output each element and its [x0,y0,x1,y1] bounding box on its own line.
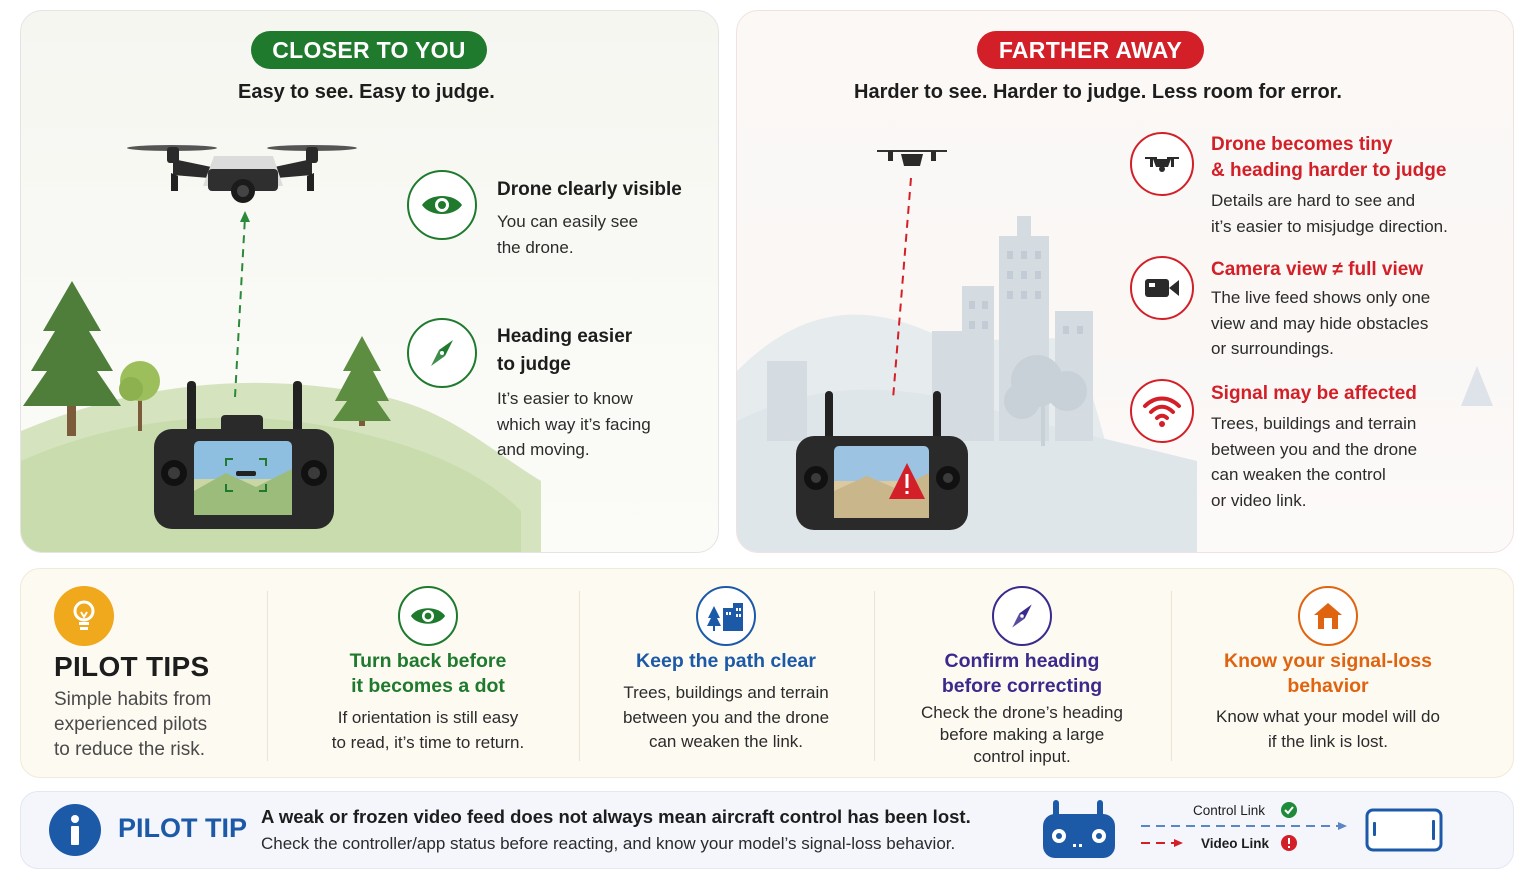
feature-camera-body: The live feed shows only one view and may hide obstacles or surroundings. [1211,288,1431,358]
closer-badge: CLOSER TO YOU [251,31,487,69]
video-link-label: Video Link [1201,836,1270,851]
control-link-label: Control Link [1193,803,1266,818]
feature-heading-title: Heading easier to judge [497,326,633,375]
pilot-tips-intro: Simple habits from experienced pilots to reduce the risk. [54,689,212,760]
feature-tiny-title: Drone becomes tiny & heading harder to judge [1211,134,1447,181]
pilot-tip-detail: Check the controller/app status before reacting, and know your model’s signal-loss behavior. [261,834,956,853]
feature-visible-body: You can easily see the drone. [497,212,639,257]
pine-tree-right [333,336,391,426]
drone-icon [1130,132,1194,196]
info-icon [49,804,101,856]
buildings-trees-icon [696,586,756,646]
farther-badge: FARTHER AWAY [977,31,1204,69]
pilot-tips-heading: PILOT TIPS [54,651,210,682]
tip-keep-path-clear: Keep the path clear Trees, buildings and terrain between you and the drone can weaken the link. [581,569,871,779]
farther-panel [736,10,1514,553]
lightbulb-icon [54,586,114,646]
phone-screen-icon [1365,808,1445,852]
feature-signal-body: Trees, buildings and terrain between you and the drone can weaken the control or video link. [1211,414,1418,510]
video-camera-icon [1130,256,1194,320]
farther-subtitle: Harder to see. Harder to judge. Less room for error. [854,81,1342,103]
feature-visible-title: Drone clearly visible [497,179,682,200]
tip-turn-back: Turn back before it becomes a dot If orientation is still easy to read, it’s time to return. [275,569,581,779]
wifi-warning-icon [1130,379,1194,443]
eye-icon [407,170,477,240]
controller-icon [1039,798,1119,860]
closer-panel [20,10,719,553]
feature-heading-body: It’s easier to know which way it’s facing and moving. [497,389,651,459]
feature-tiny-body: Details are hard to see and it’s easier to misjudge direction. [1211,191,1448,236]
eye-icon [398,586,458,646]
feature-camera-title: Camera view ≠ full view [1211,259,1424,280]
tip-confirm-heading: Confirm heading before correcting Check the drone’s heading before making a large control input. [874,569,1170,779]
check-icon [1281,802,1297,818]
pilot-tip-headline: A weak or frozen video feed does not always mean aircraft control has been lost. [261,806,971,827]
compass-icon [407,318,477,388]
drone-large [127,145,357,203]
drone-small [877,151,947,166]
pilot-tip-banner [20,791,1514,869]
compass-icon [992,586,1052,646]
feature-signal-title: Signal may be affected [1211,383,1417,404]
tip-signal-loss: Know your signal-loss behavior Know what your model will do if the link is lost. [1173,569,1483,779]
home-icon [1298,586,1358,646]
pilot-tips-strip [20,568,1514,778]
closer-subtitle: Easy to see. Easy to judge. [238,81,495,103]
pilot-tip-label: PILOT TIP [118,813,248,843]
